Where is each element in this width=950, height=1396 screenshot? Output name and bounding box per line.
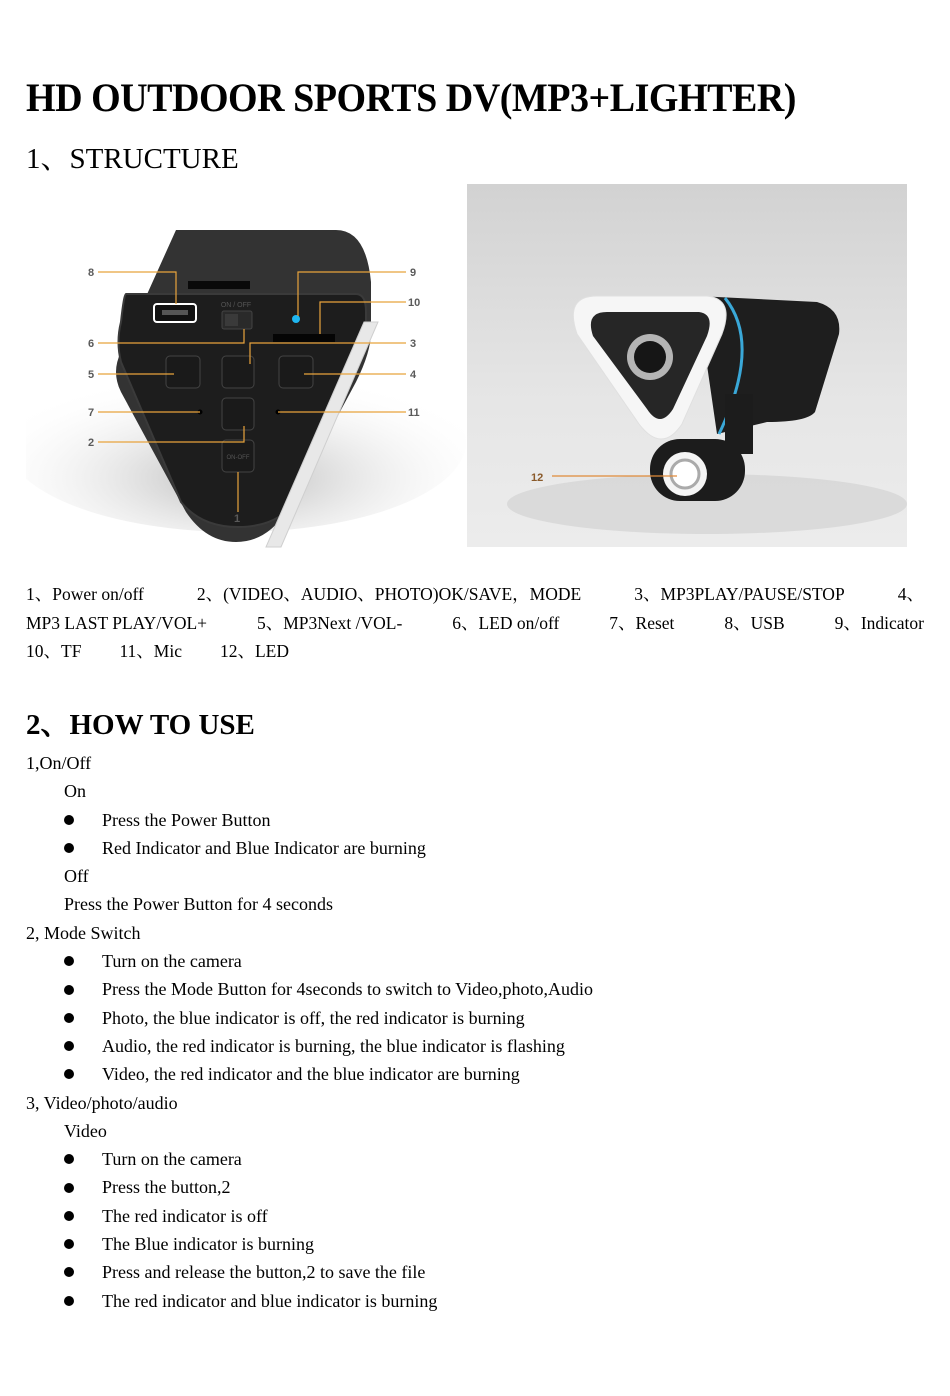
callout-5: 5 [88, 369, 95, 381]
bullet-icon [64, 1069, 74, 1079]
callout-6: 6 [88, 338, 95, 350]
bullet-item: Video, the red indicator and the blue indicator are burning [26, 1060, 593, 1088]
legend-row-3 [26, 637, 924, 666]
bullet-icon [64, 1013, 74, 1023]
subheading-video: Video [64, 1120, 107, 1141]
document-title: HD OUTDOOR SPORTS DV(MP3+LIGHTER) [26, 75, 796, 120]
bullet-icon [64, 1183, 74, 1193]
bullet-icon [64, 956, 74, 966]
legend-item: 10、TF [26, 641, 82, 661]
bullet-icon [64, 815, 74, 825]
bullet-item: Audio, the red indicator is burning, the blue indicator is flashing [26, 1032, 593, 1060]
legend-item: 12、LED [219, 641, 290, 661]
structure-legend [26, 580, 924, 666]
callout-2: 2 [88, 437, 95, 449]
subheading-off: Off [64, 866, 89, 887]
legend-row-1 [26, 580, 924, 609]
callout-8: 8 [88, 267, 95, 279]
legend-item: 3、MP3PLAY/PAUSE/STOP [634, 584, 845, 604]
bullet-item: Press and release the button,2 to save the file [26, 1258, 593, 1286]
svg-text:ON-OFF: ON-OFF [226, 455, 250, 461]
bullet-icon [64, 1239, 74, 1249]
bullet-item: Press the Power Button [26, 806, 593, 834]
svg-text:ON / OFF: ON / OFF [220, 302, 252, 309]
structure-figure-back [26, 222, 466, 550]
how-to-use-steps [26, 749, 593, 1315]
legend-item: 8、USB [724, 612, 785, 633]
step-title-video-photo-audio: 3, Video/photo/audio [26, 1092, 178, 1113]
bullet-icon [64, 843, 74, 853]
legend-item: 9、Indicator [834, 612, 924, 633]
step-title-on-off: 1,On/Off [26, 753, 92, 773]
legend-item: 11、Mic [119, 641, 182, 661]
section-heading-structure: 1、STRUCTURE [26, 143, 239, 175]
bullet-item: Press the Mode Button for 4seconds to switch to Video,photo,Audio [26, 975, 593, 1003]
legend-item: MP3 LAST PLAY/VOL+ [26, 612, 208, 633]
callout-7: 7 [88, 407, 95, 419]
bullet-item: Photo, the blue indicator is off, the red indicator is burning [26, 1004, 593, 1032]
bullet-item: Red Indicator and Blue Indicator are burning [26, 834, 593, 862]
callout-1: 1 [234, 513, 241, 525]
bullet-item: The Blue indicator is burning [26, 1230, 593, 1258]
bullet-icon [64, 1041, 74, 1051]
callout-3: 3 [410, 338, 417, 350]
bullet-item: Press the button,2 [26, 1173, 593, 1201]
callout-4: 4 [410, 369, 417, 381]
legend-item: 5、MP3Next /VOL- [256, 612, 403, 633]
device-front-illustration [467, 184, 907, 547]
bullet-item: Turn on the camera [26, 1145, 593, 1173]
legend-item: 2、(VIDEO、AUDIO、PHOTO)OK/SAVE，MODE [196, 584, 582, 604]
legend-item: 1、Power on/off [26, 584, 144, 604]
bullet-item: The red indicator is off [26, 1202, 593, 1230]
bullet-icon [64, 1154, 74, 1164]
callout-10: 10 [408, 297, 421, 309]
callout-12: 12 [531, 472, 544, 484]
bullet-icon [64, 1211, 74, 1221]
subheading-on: On [64, 781, 86, 802]
legend-item: 6、LED on/off [452, 612, 560, 633]
bullet-item: The red indicator and blue indicator is burning [26, 1287, 593, 1315]
bullet-icon [64, 1296, 74, 1306]
bullet-item: Turn on the camera [26, 947, 593, 975]
bullet-icon [64, 1267, 74, 1277]
callout-11: 11 [408, 407, 420, 419]
device-back-illustration [26, 222, 466, 550]
callout-9: 9 [410, 267, 417, 279]
bullet-icon [64, 985, 74, 995]
section-heading-how-to-use: 2、HOW TO USE [26, 709, 255, 741]
step-title-mode-switch: 2, Mode Switch [26, 922, 141, 943]
structure-figure-front [467, 184, 907, 547]
off-instruction: Press the Power Button for 4 seconds [64, 894, 333, 915]
legend-item: 7、Reset [609, 612, 675, 633]
legend-row-2 [26, 609, 924, 638]
legend-item: 4、 [897, 584, 924, 604]
